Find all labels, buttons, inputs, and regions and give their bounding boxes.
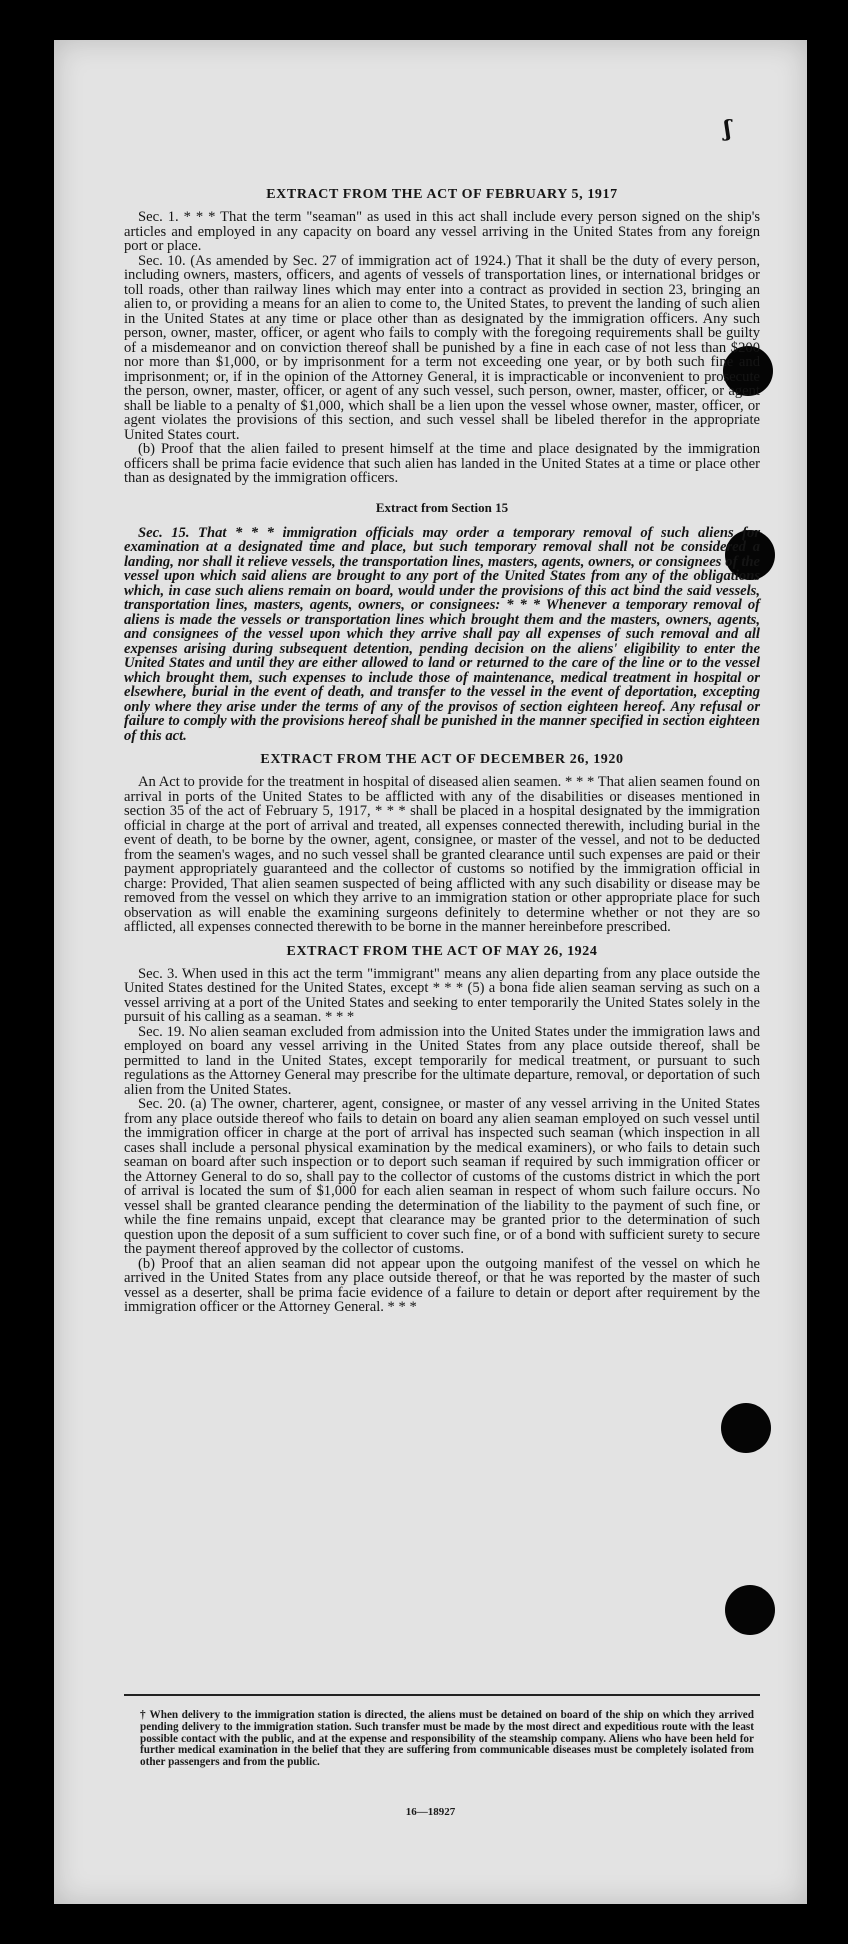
- footnote-divider: [124, 1694, 760, 1696]
- section-heading: EXTRACT FROM THE ACT OF DECEMBER 26, 1920: [260, 752, 624, 767]
- paragraph: Sec. 1. * * * That the term "seaman" as used in this act shall include every person signed on the ship's articles and employed in any capacity on board any vessel arriving in the United States from any foreign port or place.: [124, 209, 760, 254]
- page-number: 16—18927: [405, 1806, 456, 1818]
- section-heading: Extract from Section 15: [375, 499, 509, 515]
- section-act-1917: [124, 187, 760, 486]
- document-body: [124, 187, 760, 1324]
- paragraph: Sec. 10. (As amended by Sec. 27 of immigration act of 1924.) That it shall be the duty of every person, including owners, masters, officers, and agents of vessels of transportation lines, or international bridges or toll roads, other than railway lines which may enter into a contract as provided in section 23, bringing an alien to, or providing a means for an alien to come to, the United States, to prevent the landing of such alien in the United States at any time or place other than as designated by the immigration officers. Any such person, owner, master, officer, or agent who fails to comply with the foregoing requirements shall be guilty of a misdemeanor and on conviction thereof shall be punished by a fine in each case of not less than $200 nor more than $1,000, or by imprisonment for a term not exceeding one year, or by both such fine and imprisonment; or, if in the opinion of the Attorney General, it is impracticable or inconvenient to prosecute the person, owner, master, officer, or agent of any such vessel, such person, owner, master, officer, or agent shall be liable to a penalty of $1,000, which shall be a lien upon the vessel whose owner, master, officer, or agent violates the provisions of this section, and such vessel shall be libeled therefor in the appropriate United States court.: [124, 252, 760, 443]
- punch-hole: [721, 1403, 771, 1453]
- section-act-1924: [124, 944, 760, 1315]
- ink-blot: ʃ: [724, 116, 732, 142]
- paragraph: Sec. 15. That * * * immigration officials may order a temporary removal of such aliens for examination at a designated time and place, but such temporary removal shall not be considered a landing, nor shall it relieve vessels, the transportation lines, masters, agents, owners, or consignees of the vessel upon which said aliens are brought to any port of the United States from any of the obligations which, in case such aliens remain on board, would under the provisions of this act bind the said vessels, transportation lines, masters, agents, owners, or consignees: * * * Whenever a temporary removal of aliens is made the vessels or transportation lines which brought them and the masters, owners, agents, and consignees of the vessel upon which they arrive shall pay all expenses of such removal and all expenses arising during subsequent detention, pending decision on the aliens' eligibility to enter the United States and until they are either allowed to land or returned to the care of the line or to the vessel which brought them, such expenses to include those of maintenance, medical treatment in hospital or elsewhere, burial in the event of death, and transfer to the vessel in the event of deportation, excepting only where they arise under the terms of any of the provisos of section eighteen hereof. Any refusal or failure to comply with the provisions hereof shall be punished in the manner specified in section eighteen of this act.: [124, 524, 760, 744]
- section-heading: EXTRACT FROM THE ACT OF FEBRUARY 5, 1917: [266, 187, 618, 202]
- section-heading: EXTRACT FROM THE ACT OF MAY 26, 1924: [286, 943, 598, 959]
- section-act-1920: [124, 752, 760, 935]
- paragraph: (b) Proof that the alien failed to present himself at the time and place designated by the immigration officers shall be prima facie evidence that such alien has landed in the United States at a time or place other than as designated by the immigration officers.: [124, 441, 760, 486]
- document-page: [54, 40, 807, 1904]
- section-extract-15: [124, 500, 760, 744]
- punch-hole: [725, 1585, 775, 1635]
- paragraph: An Act to provide for the treatment in hospital of diseased alien seamen. * * * That alien seamen found on arrival in ports of the United States to be afflicted with any of the disabilities or diseases mentioned in section 35 of the act of February 5, 1917, * * * shall be placed in a hospital designated by the immigration official in charge at the port of arrival and treated, all expenses connected therewith, including burial in the event of death, to be borne by the owner, agent, consignee, or master of the vessel, and not to be deducted from the seamen's wages, and no such vessel shall be granted clearance until such expenses are paid or their payment appropriately guaranteed and the collector of customs so notified by the immigration official in charge: Provided, That alien seamen suspected of being afflicted with any such disability or disease may be removed from the vessel on which they arrive to an immigration station or other appropriate place for such observation as will enable the examining surgeons definitely to determine whether or not they are so afflicted, all expenses connected therewith to be borne in the manner hereinbefore prescribed.: [124, 774, 760, 935]
- paragraph: Sec. 20. (a) The owner, charterer, agent, consignee, or master of any vessel arriving in the United States from any place outside thereof who fails to detain on board any alien seaman employed on such vessel until the immigration officer in charge at the port of arrival has inspected such seaman (which inspection in all cases shall include a personal physical examination by the medical examiners), or who fails to detain such seaman on board after such inspection or to deport such seaman if required by such immigration officer or the Attorney General to do so, shall pay to the collector of customs of the customs district in which the port of arrival is located the sum of $1,000 for each alien seaman in respect of whom such failure occurs. No vessel shall be granted clearance pending the determination of the liability to the payment of such fine, or while the fine remains unpaid, except that clearance may be granted prior to the determination of such question upon the deposit of a sum sufficient to cover such fine, or of a bond with sufficient surety to secure the payment thereof approved by the collector of customs.: [124, 1096, 760, 1257]
- paragraph: Sec. 3. When used in this act the term "immigrant" means any alien departing from any place outside the United States destined for the United States, except * * * (5) a bona fide alien seaman serving as such on a vessel arriving at a port of the United States and seeking to enter temporarily the United States solely in the pursuit of his calling as a seaman. * * *: [124, 965, 760, 1025]
- paragraph: (b) Proof that an alien seaman did not appear upon the outgoing manifest of the vessel on which he arrived in the United States from any place outside thereof, or that he was reported by the master of such vessel as a deserter, shall be prima facie evidence of a failure to detain or deport after requirement by the immigration officer or the Attorney General. * * *: [124, 1255, 760, 1315]
- paragraph: Sec. 19. No alien seaman excluded from admission into the United States under the immigration laws and employed on board any vessel arriving in the United States from any place outside thereof, shall be permitted to land in the United States, except temporarily for medical treatment, or pursuant to such regulations as the Attorney General may prescribe for the ultimate departure, removal, or deportation of such alien from the United States.: [124, 1023, 760, 1098]
- footnote: † When delivery to the immigration station is directed, the aliens must be detained on board of the ship on which they arrived pending delivery to the immigration station. Such transfer must be made by the most direct and expeditious route with the least possible contact with the public, and at the expense and responsibility of the steamship company. Aliens who have been held for further medical examination in the belief that they are suffering from communicable diseases must be completely isolated from other passengers and from the public.: [140, 1709, 754, 1769]
